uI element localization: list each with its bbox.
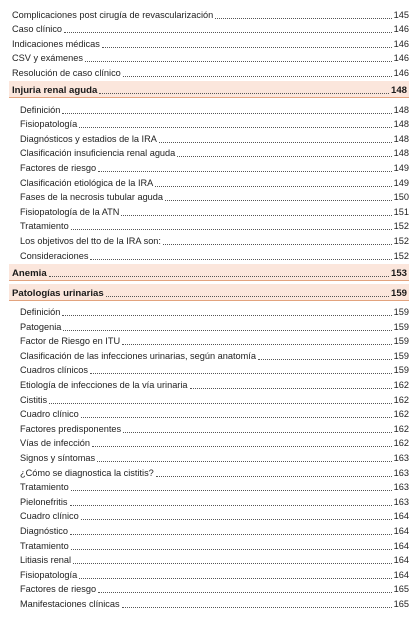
- toc-entry-title: Factores de riesgo: [20, 584, 97, 595]
- dot-leader: [73, 562, 392, 564]
- toc-entry[interactable]: [9, 537, 409, 552]
- toc-entry[interactable]: [9, 508, 409, 523]
- dot-leader: [62, 314, 391, 316]
- toc-entry[interactable]: [9, 347, 409, 362]
- toc-page-number: 162: [393, 380, 409, 391]
- toc-page-number: 150: [393, 192, 409, 203]
- toc-entry[interactable]: [9, 406, 409, 421]
- dot-leader: [106, 296, 389, 297]
- toc-page-number: 159: [393, 365, 409, 376]
- dot-leader: [121, 214, 391, 216]
- toc-entry-title: Fases de la necrosis tubular aguda: [20, 192, 164, 203]
- toc-page-number: 162: [393, 423, 409, 434]
- toc-page-number: 164: [393, 511, 409, 522]
- toc-entry-title: Complicaciones post cirugía de revascularización: [12, 9, 214, 20]
- toc-entry-title: Cistitis: [20, 394, 48, 405]
- dot-leader: [155, 185, 391, 187]
- dot-leader: [90, 258, 391, 260]
- toc-page-number: 148: [390, 84, 407, 96]
- toc-section-heading[interactable]: [9, 284, 409, 301]
- toc-entry-title: CSV y exámenes: [12, 53, 83, 64]
- toc-page-number: 159: [393, 336, 409, 347]
- toc-page-number: 146: [393, 38, 409, 49]
- toc-page-number: 146: [393, 24, 409, 35]
- dot-leader: [99, 93, 389, 94]
- toc-entry-title: Diagnóstico: [20, 526, 69, 536]
- table-of-contents: [9, 6, 409, 610]
- toc-entry-title: Tratamiento: [20, 221, 69, 232]
- dot-leader: [71, 548, 392, 550]
- toc-entry[interactable]: [9, 435, 409, 450]
- toc-entry-title: ¿Cómo se diagnostica la cistitis?: [20, 467, 154, 478]
- toc-page-number: 148: [393, 148, 409, 159]
- toc-entry[interactable]: [9, 391, 409, 406]
- dot-leader: [81, 416, 392, 418]
- dot-leader: [177, 155, 391, 157]
- toc-section-heading[interactable]: [9, 264, 409, 281]
- toc-page-number: 159: [390, 287, 407, 299]
- toc-entry[interactable]: [9, 50, 409, 65]
- toc-entry-title: Cuadros clínicos: [20, 365, 88, 376]
- toc-page-number: 165: [393, 584, 409, 595]
- toc-entry[interactable]: [9, 552, 409, 567]
- toc-page-number: 148: [393, 133, 409, 144]
- dot-leader: [165, 199, 392, 201]
- toc-entry[interactable]: [9, 566, 409, 581]
- toc-entry-title: Indicaciones médicas: [12, 38, 100, 49]
- toc-entry-title: Clasificación de las infecciones urinarias, según anatomía: [20, 350, 256, 361]
- toc-entry-title: Diagnósticos y estadios de la IRA: [20, 133, 157, 144]
- dot-leader: [92, 445, 392, 447]
- toc-entry-title: Definición: [20, 104, 61, 115]
- toc-entry[interactable]: [9, 464, 409, 479]
- toc-entry-title: Clasificación insuficiencia renal aguda: [20, 148, 176, 159]
- toc-page-number: 163: [393, 482, 409, 493]
- dot-leader: [71, 228, 392, 230]
- dot-leader: [123, 75, 392, 77]
- toc-entry[interactable]: [9, 247, 409, 262]
- dot-leader: [102, 46, 392, 48]
- dot-leader: [122, 606, 392, 608]
- toc-entry-title: Pielonefritis: [20, 496, 68, 507]
- toc-entry[interactable]: [9, 232, 409, 247]
- toc-entry[interactable]: [9, 449, 409, 464]
- toc-entry-title: Tratamiento: [20, 482, 69, 493]
- dot-leader: [71, 489, 392, 491]
- toc-entry[interactable]: [9, 420, 409, 435]
- toc-entry[interactable]: [9, 304, 409, 319]
- toc-page-number: 148: [393, 104, 409, 115]
- toc-entry-title: Cuadro clínico: [20, 511, 79, 522]
- toc-entry[interactable]: [9, 595, 409, 610]
- toc-entry-title: Cuadro clínico: [20, 409, 79, 420]
- toc-entry[interactable]: [9, 130, 409, 145]
- dot-leader: [49, 402, 392, 404]
- toc-entry[interactable]: [9, 522, 409, 537]
- dot-leader: [159, 141, 392, 143]
- toc-section-heading[interactable]: [9, 81, 409, 98]
- toc-entry[interactable]: [9, 189, 409, 204]
- toc-entry-title: Patogenia: [20, 321, 62, 332]
- dot-leader: [79, 577, 391, 579]
- toc-entry-title: Fisiopatología de la ATN: [20, 206, 120, 217]
- dot-leader: [63, 329, 391, 331]
- dot-leader: [156, 475, 392, 477]
- toc-entry[interactable]: [9, 318, 409, 333]
- dot-leader: [81, 518, 392, 520]
- toc-entry[interactable]: [9, 6, 409, 21]
- toc-page-number: 159: [393, 321, 409, 332]
- dot-leader: [62, 112, 391, 114]
- toc-entry[interactable]: [9, 21, 409, 36]
- toc-entry-title: Consideraciones: [20, 250, 89, 261]
- toc-entry-title: Vías de infección: [20, 438, 90, 449]
- toc-entry[interactable]: [9, 362, 409, 377]
- dot-leader: [79, 126, 391, 128]
- dot-leader: [190, 387, 392, 389]
- toc-page-number: 148: [393, 119, 409, 130]
- dot-leader: [70, 533, 392, 535]
- toc-page-number: 165: [393, 598, 409, 609]
- toc-page-number: 163: [393, 453, 409, 464]
- toc-page-number: 153: [390, 267, 407, 279]
- dot-leader: [85, 60, 392, 62]
- toc-page-number: 163: [393, 496, 409, 507]
- toc-entry-title: Etiología de infecciones de la vía urinaria: [20, 380, 188, 391]
- toc-page-number: 162: [393, 438, 409, 449]
- toc-entry[interactable]: [9, 493, 409, 508]
- toc-page-number: 149: [393, 162, 409, 173]
- toc-page-number: 145: [393, 9, 409, 20]
- dot-leader: [122, 343, 392, 345]
- toc-entry[interactable]: [9, 376, 409, 391]
- toc-page-number: 163: [393, 467, 409, 478]
- dot-leader: [163, 243, 392, 245]
- dot-leader: [258, 358, 392, 360]
- toc-entry-title: Factores predisponentes: [20, 423, 122, 434]
- toc-page-number: 162: [393, 394, 409, 405]
- toc-page-number: 159: [393, 307, 409, 318]
- toc-entry[interactable]: [9, 101, 409, 116]
- toc-entry[interactable]: [9, 116, 409, 131]
- toc-entry[interactable]: [9, 159, 409, 174]
- toc-page-number: 151: [393, 206, 409, 217]
- toc-entry-title: Signos y síntomas: [20, 453, 96, 464]
- toc-entry-title: Injuria renal aguda: [12, 84, 98, 96]
- dot-leader: [64, 31, 392, 33]
- toc-entry[interactable]: [9, 203, 409, 218]
- dot-leader: [215, 17, 391, 19]
- toc-page-number: 164: [393, 569, 409, 580]
- toc-page-number: 152: [393, 235, 409, 246]
- toc-entry-title: Caso clínico: [12, 24, 63, 35]
- dot-leader: [70, 504, 392, 506]
- toc-entry-title: Los objetivos del tto de la IRA son:: [20, 235, 161, 246]
- toc-page-number: 152: [393, 250, 409, 261]
- dot-leader: [49, 276, 389, 277]
- toc-page-number: 164: [393, 555, 409, 566]
- toc-entry-title: Clasificación etiológica de la IRA: [20, 177, 154, 188]
- toc-page-number: 162: [393, 409, 409, 420]
- toc-page-number: 159: [393, 350, 409, 361]
- toc-entry[interactable]: [9, 218, 409, 233]
- toc-entry[interactable]: [9, 64, 409, 79]
- toc-page-number: 164: [393, 526, 409, 536]
- toc-entry[interactable]: [9, 145, 409, 160]
- toc-entry[interactable]: [9, 479, 409, 494]
- toc-entry-title: Fisiopatología: [20, 569, 78, 580]
- toc-page-number: 146: [393, 67, 409, 78]
- toc-entry[interactable]: [9, 333, 409, 348]
- dot-leader: [123, 431, 392, 433]
- toc-entry-title: Resolución de caso clínico: [12, 67, 121, 78]
- toc-page-number: 152: [393, 221, 409, 232]
- toc-entry-title: Factor de Riesgo en ITU: [20, 336, 121, 347]
- toc-entry[interactable]: [9, 35, 409, 50]
- dot-leader: [97, 460, 392, 462]
- toc-entry-title: Fisiopatología: [20, 119, 78, 130]
- dot-leader: [98, 170, 392, 172]
- toc-entry-title: Tratamiento: [20, 540, 69, 551]
- toc-page-number: 149: [393, 177, 409, 188]
- toc-entry-title: Manifestaciones clínicas: [20, 598, 120, 609]
- toc-entry-title: Definición: [20, 307, 61, 318]
- toc-entry[interactable]: [9, 581, 409, 596]
- toc-page-number: 164: [393, 540, 409, 551]
- dot-leader: [98, 591, 392, 593]
- toc-entry-title: Anemia: [12, 267, 47, 279]
- toc-entry-title: Factores de riesgo: [20, 162, 97, 173]
- toc-entry-title: Patologías urinarias: [12, 287, 104, 299]
- toc-entry-title: Litiasis renal: [20, 555, 72, 566]
- toc-page-number: 146: [393, 53, 409, 64]
- dot-leader: [90, 372, 392, 374]
- toc-entry[interactable]: [9, 174, 409, 189]
